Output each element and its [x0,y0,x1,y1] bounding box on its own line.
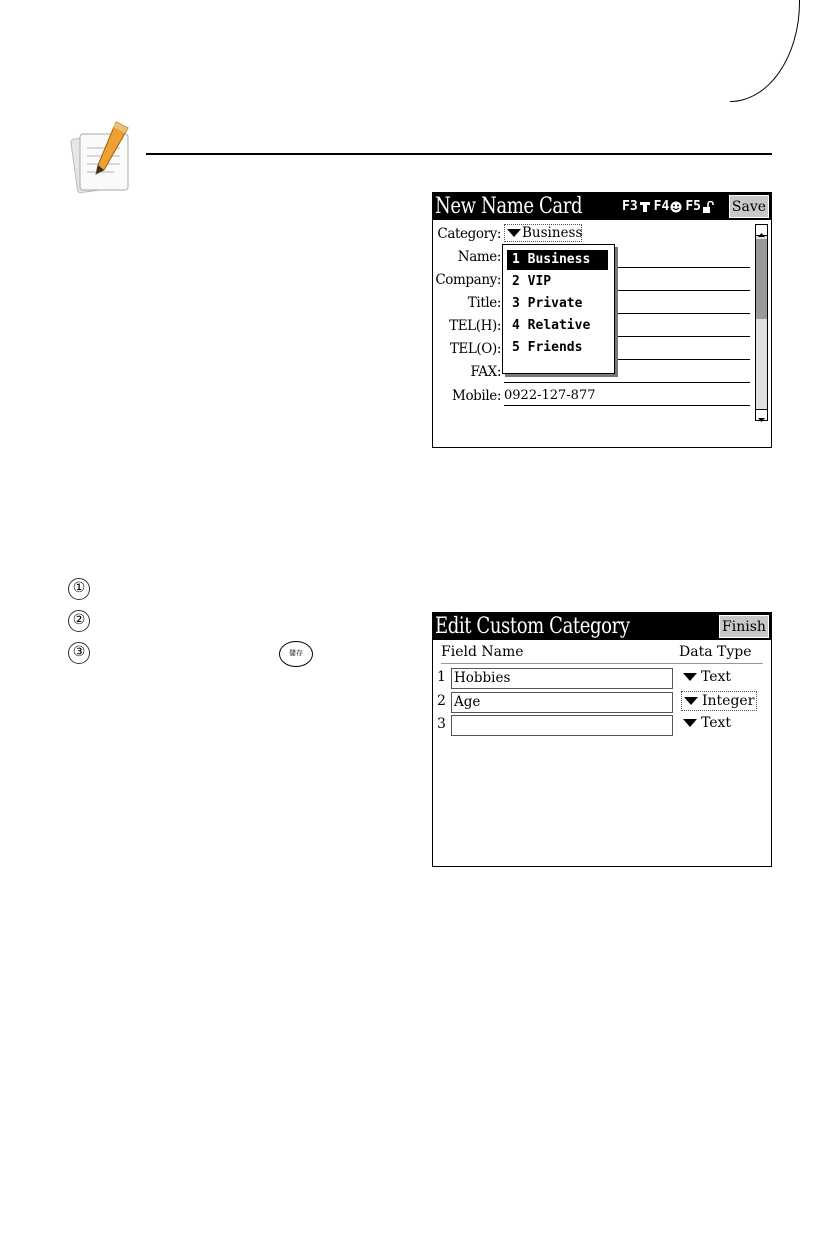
note-pencil-icon [70,118,146,196]
data-type-select-3[interactable]: Text [681,714,731,732]
save-key-icon: 儲存 [279,641,313,667]
scroll-down-button[interactable] [756,409,767,420]
row-3-number: 3 [437,716,446,732]
step-1-marker: ① [68,578,90,600]
category-value: Business [522,225,583,241]
tel-home-label: TEL(H): [449,318,501,334]
field-name-input-2[interactable]: Age [451,692,673,713]
dropdown-item-business[interactable]: 1 Business [507,250,608,270]
new-name-card-screen [432,192,772,448]
fax-field[interactable] [504,382,750,383]
section-rule [146,153,772,155]
row-1-number: 1 [437,669,446,685]
tel-office-label: TEL(O): [449,341,501,357]
name-label: Name: [457,249,501,265]
dropdown-item-private[interactable]: 3 Private [512,296,583,311]
scroll-thumb[interactable] [756,239,767,319]
chevron-down-icon [683,673,697,681]
data-type-select-2[interactable]: Integer [681,691,757,711]
fax-label: FAX: [470,364,501,380]
chevron-down-icon [507,229,521,237]
field-name-input-3[interactable] [451,715,673,736]
unlock-icon [702,201,714,213]
title-bar [433,613,771,640]
field-name-input-1[interactable]: Hobbies [451,668,673,689]
scrollbar[interactable] [755,224,768,421]
mobile-value[interactable]: 0922-127-877 [504,388,596,403]
screen-title: New Name Card [435,194,583,219]
step-3-marker: ③ [68,642,90,664]
category-label: Category: [437,226,501,242]
step-2-marker: ② [68,610,90,632]
company-label: Company: [435,272,501,288]
category-select[interactable] [504,224,582,242]
category-dropdown [502,244,615,374]
field-name-header: Field Name [441,644,524,660]
dropdown-item-relative[interactable]: 4 Relative [512,318,591,333]
chevron-down-icon [683,719,697,727]
screen-title: Edit Custom Category [435,614,630,639]
data-type-select-1[interactable]: Text [681,668,731,686]
mobile-field[interactable] [504,405,750,406]
finish-button[interactable]: Finish [719,615,769,638]
dropdown-item-friends[interactable]: 5 Friends [512,340,583,355]
row-2-number: 2 [437,693,446,709]
save-button[interactable]: Save [729,195,769,218]
data-type-header: Data Type [679,644,752,660]
header-divider [441,663,763,664]
scroll-up-button[interactable] [756,225,767,236]
title-label: Title: [467,295,501,311]
trim-mark [730,0,800,102]
edit-custom-category-screen [432,612,772,867]
title-bar [433,193,771,220]
f3-key[interactable]: F3 [622,199,638,214]
chevron-down-icon [684,697,698,705]
smiley-icon [670,201,682,213]
mobile-label: Mobile: [452,388,501,404]
function-keys [622,193,716,220]
f4-key[interactable]: F4 [653,199,670,214]
arrow-down-icon [756,415,767,425]
font-size-icon [639,201,651,213]
dropdown-item-vip[interactable]: 2 VIP [512,274,552,289]
f5-key[interactable]: F5 [685,199,701,214]
